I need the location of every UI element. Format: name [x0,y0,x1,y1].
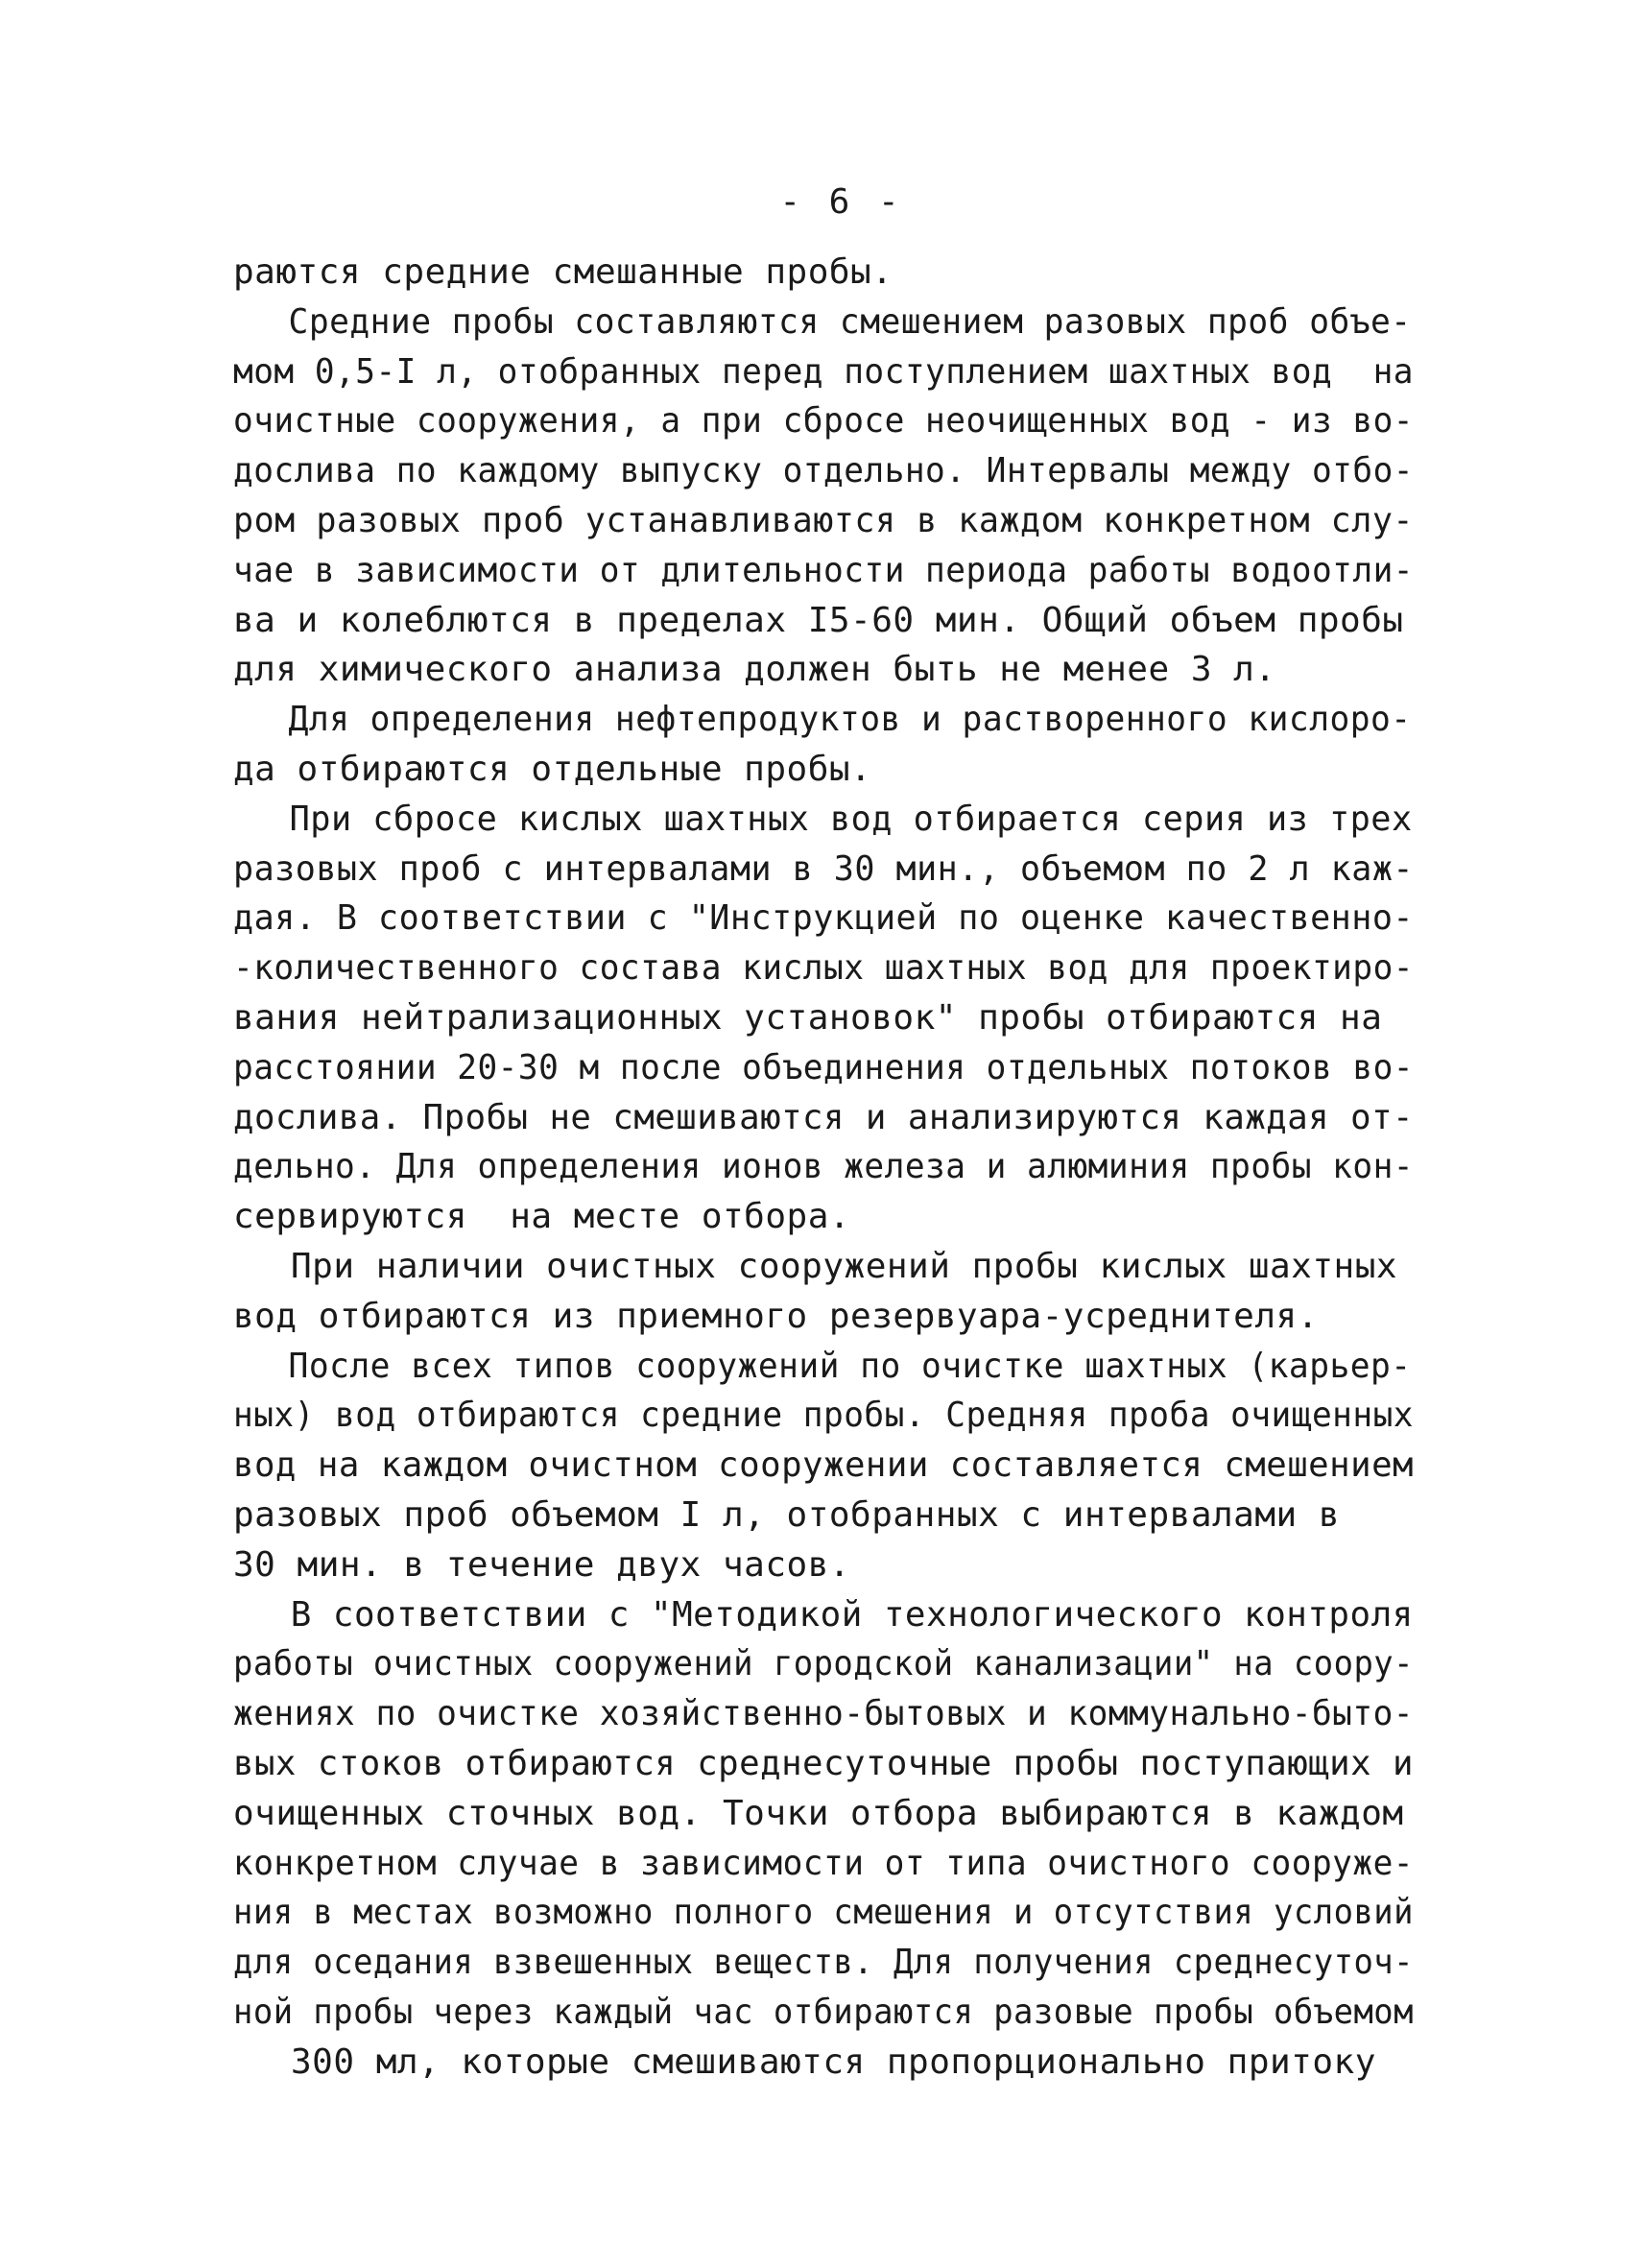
text-line: В соответствии с "Методикой технологического контроля [290,1594,1414,1635]
text-line: 300 мл, которые смешиваются пропорционально притоку [291,2041,1376,2082]
text-line: да отбираются отдельные пробы. [233,749,872,789]
text-line: очистные сооружения, а при сбросе неочищенных вод - из во- [233,401,1414,442]
text-line: ных) вод отбираются средние пробы. Средняя проба очищенных [233,1396,1414,1436]
text-line: чае в зависимости от длительности периода работы водоотли- [233,550,1414,590]
text-line: Средние пробы составляются смешением разовых проб объе- [288,301,1412,342]
text-line: разовых проб с интервалами в 30 мин., объемом по 2 л каж- [233,848,1414,889]
text-line: вых стоков отбираются среднесуточные пробы поступающих и [233,1743,1414,1783]
text-line: После всех типов сооружений по очистке шахтных (карьер- [288,1346,1412,1386]
text-line: дослива по каждому выпуску отдельно. Интервалы между отбо- [233,451,1414,491]
text-line: дослива. Пробы не смешиваются и анализируются каждая от- [233,1097,1414,1137]
text-line: ной пробы через каждый час отбираются разовые пробы объемом [233,1992,1414,2032]
text-line: раются средние смешанные пробы. [233,252,893,292]
text-line: дая. В соответствии с "Инструкцией по оценке качественно- [233,898,1414,939]
text-line: мом 0,5-I л, отобранных перед поступлением шахтных вод на [233,351,1414,392]
text-line: вания нейтрализационных установок" пробы отбираются на [233,997,1383,1038]
text-line: вод отбираются из приемного резервуара-усреднителя. [233,1296,1319,1336]
text-line: ния в местах возможно полного смешения и отсутствия условий [233,1893,1414,1933]
text-line: работы очистных сооружений городской канализации" на соору- [233,1644,1414,1684]
text-line: очищенных сточных вод. Точки отбора выбираются в каждом [233,1793,1404,1833]
page-number: - 6 - [779,182,903,222]
text-line: ром разовых проб устанавливаются в каждом конкретном слу- [233,500,1414,540]
text-line: для оседания взвешенных веществ. Для получения среднесуточ- [233,1943,1414,1983]
text-line: конкретном случае в зависимости от типа очистного сооруже- [233,1843,1414,1883]
text-line: сервируются на месте отбора. [233,1197,851,1237]
text-line: разовых проб объемом I л, отобранных с интервалами в [233,1494,1341,1535]
text-line: расстоянии 20-30 м после объединения отдельных потоков во- [233,1047,1414,1087]
text-line: ва и колеблются в пределах I5-60 мин. Общий объем пробы [233,600,1404,640]
text-line: дельно. Для определения ионов железа и алюминия пробы кон- [233,1147,1414,1187]
body-text [233,248,1414,2087]
text-line: 30 мин. в течение двух часов. [233,1544,851,1585]
text-line: -количественного состава кислых шахтных вод для проектиро- [233,948,1414,989]
text-line: для химического анализа должен быть не менее 3 л. [233,650,1276,690]
text-line: При сбросе кислых шахтных вод отбирается серия из трех [289,799,1413,839]
text-line: При наличии очистных сооружений пробы кислых шахтных [291,1246,1398,1286]
text-line: Для определения нефтепродуктов и растворенного кислоро- [288,700,1412,740]
text-line: жениях по очистке хозяйственно-бытовых и коммунально-быто- [233,1694,1414,1734]
text-line: вод на каждом очистном сооружении составляется смешением [233,1445,1414,1486]
